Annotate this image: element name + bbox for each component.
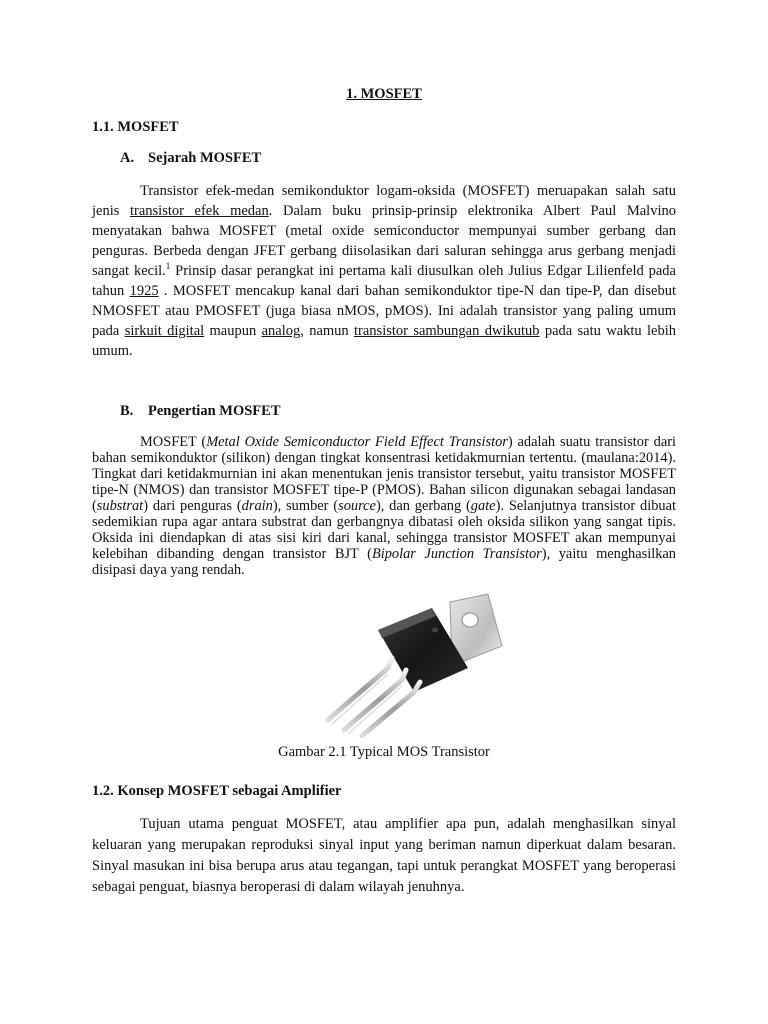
- italic-run: Metal Oxide Semiconductor Field Effect Transistor: [206, 434, 508, 450]
- text-run: . Dalam buku prinsip-prinsip elektronika Albert Paul Malvino menyatakan bahwa MOSFET (metal oxide semiconductor mempunyai sumber gerbang dan penguras. Berbeda dengan JFET gerbang diisolasikan dari saluran sehingga arus gerbang menjadi sangat kecil.: [92, 203, 676, 279]
- subheading-title: Sejarah MOSFET: [148, 150, 262, 166]
- paragraph-pengertian: [92, 434, 676, 578]
- subheading-sejarah: [120, 150, 676, 167]
- section-heading-1-1: 1.1. MOSFET: [92, 119, 179, 135]
- text-run: ), dan gerbang (: [375, 498, 471, 514]
- subheading-title: Pengertian MOSFET: [148, 403, 281, 419]
- italic-run: source: [338, 498, 376, 514]
- document-page: [92, 86, 676, 898]
- mosfet-to220-image: [92, 588, 676, 738]
- text-run: ) dari penguras (: [143, 498, 242, 514]
- text-run: ), yaitu menghasilkan disipasi daya yang rendah.: [92, 546, 676, 578]
- text-run: ) adalah suatu transistor dari bahan semikonduktor (silikon) dengan tingkat konsentrasi ketidakmurnian tertentu. (maulana:2014). Tingkat dari ketidakmurnian ini akan menentukan jenis transistor tersebut, yaitu transistor MOSFET tipe-N (NMOS) dan transistor MOSFET tipe-P (PMOS). Bahan silicon digunakan sebagai landasan (: [92, 434, 677, 514]
- spacer: [92, 361, 676, 403]
- figure-mosfet: [92, 588, 676, 738]
- link-1925[interactable]: 1925: [129, 283, 159, 299]
- document-title: 1. MOSFET: [346, 86, 422, 102]
- link-analog[interactable]: analog: [261, 323, 301, 339]
- link-transistor-sambungan-dwikutub[interactable]: transistor sambungan dwikutub: [354, 323, 540, 339]
- text-run: Transistor efek-medan semikonduktor logam-oksida (MOSFET) meruapakan salah satu jenis: [92, 183, 676, 219]
- paragraph-konsep-amplifier: Tujuan utama penguat MOSFET, atau amplifier apa pun, adalah menghasilkan sinyal keluaran yang merupakan reproduksi sinyal input yang beriman namun diperkuat dalam besaran. Sinyal masukan ini bisa berupa arus atau tegangan, tapi untuk perangkat MOSFET yang beroperasi sebagai penguat, biasnya beroperasi di dalam wilayah jenuhnya.: [92, 816, 676, 895]
- link-sirkuit-digital[interactable]: sirkuit digital: [124, 323, 205, 339]
- subheading-marker: B.: [120, 403, 134, 419]
- figure-caption: Gambar 2.1 Typical MOS Transistor: [278, 744, 490, 760]
- link-transistor-efek-medan[interactable]: transistor efek medan: [129, 203, 269, 219]
- italic-run: substrat: [96, 498, 144, 514]
- text-run: ). Selanjutnya transistor dibuat sedemikian rupa agar antara substrat dan gerbangnya dibatasi oleh oksida silikon yang sangat tipis. Oksida ini diendapkan di atas sisi kiri dari kanal, sehingga transistor MOSFET akan mempunyai kelebihan dibanding dengan transistor BJT (: [92, 498, 676, 562]
- subheading-pengertian: [120, 403, 676, 420]
- text-run: ), sumber (: [272, 498, 339, 514]
- text-run: . MOSFET mencakup kanal dari bahan semikonduktor tipe-N dan tipe-P, dan disebut NMOSFET atau PMOSFET (juga biasa nMOS, pMOS). Ini adalah transistor yang paling umum pada: [92, 283, 677, 339]
- text-run: Prinsip dasar perangkat ini pertama kali diusulkan oleh Julius Edgar Lilienfeld pada tahun: [92, 263, 676, 299]
- italic-run: Bipolar Junction Transistor: [371, 546, 542, 562]
- italic-run: drain: [241, 498, 273, 514]
- text-run: , namun: [300, 323, 355, 339]
- text-run: maupun: [204, 323, 262, 339]
- footnote-marker: 1: [165, 261, 171, 272]
- text-run: MOSFET (: [140, 434, 207, 450]
- paragraph-sejarah: [92, 181, 676, 361]
- text-run: pada satu waktu lebih umum.: [92, 323, 677, 359]
- subheading-marker: A.: [120, 150, 135, 166]
- italic-run: gate: [470, 498, 496, 514]
- section-heading-1-2: 1.2. Konsep MOSFET sebagai Amplifier: [92, 783, 342, 799]
